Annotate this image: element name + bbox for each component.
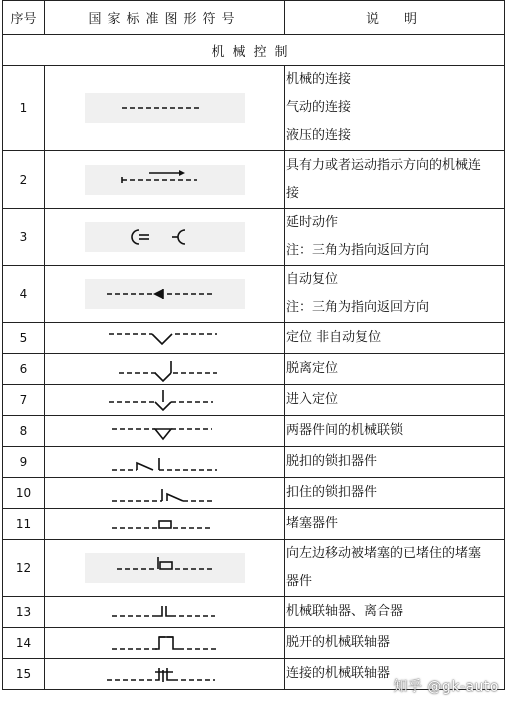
row-number: 7 xyxy=(3,385,45,416)
description-line: 液压的连接 xyxy=(286,128,352,143)
row-symbol xyxy=(45,597,285,628)
dashed-line-icon xyxy=(67,93,263,123)
row-number: 6 xyxy=(3,354,45,385)
section-title: 机械控制 xyxy=(3,35,505,66)
row-symbol xyxy=(45,266,285,323)
description-line: 机械的连接 xyxy=(286,72,352,87)
row-number: 5 xyxy=(3,323,45,354)
row-symbol xyxy=(45,354,285,385)
detent-release-icon xyxy=(67,357,263,382)
row-number: 13 xyxy=(3,597,45,628)
table-row xyxy=(3,266,505,323)
table-row xyxy=(3,151,505,209)
description-line: 扣住的锁扣器件 xyxy=(286,485,378,500)
description-line: 定位 非自动复位 xyxy=(286,330,382,345)
row-description xyxy=(285,478,505,509)
table-row xyxy=(3,447,505,478)
description-line: 具有力或者运动指示方向的机械连 xyxy=(286,157,482,173)
interlock-icon xyxy=(67,419,263,444)
row-symbol xyxy=(45,540,285,597)
row-symbol xyxy=(45,509,285,540)
row-number: 3 xyxy=(3,209,45,266)
description-line: 自动复位 xyxy=(286,272,339,287)
row-description xyxy=(285,354,505,385)
description-line: 连接的机械联轴器 xyxy=(286,666,391,681)
row-number: 1 xyxy=(3,66,45,151)
row-number: 8 xyxy=(3,416,45,447)
description-line: 气动的连接 xyxy=(286,100,352,115)
row-number: 15 xyxy=(3,659,45,690)
row-description xyxy=(285,209,505,266)
description-line: 向左边移动被堵塞的已堵住的堵塞 xyxy=(286,546,482,561)
row-symbol xyxy=(45,478,285,509)
table-row xyxy=(3,354,505,385)
header-desc: 说 明 xyxy=(285,1,505,35)
latch-engaged-icon xyxy=(67,481,263,506)
header-num: 序号 xyxy=(3,1,45,35)
row-description xyxy=(285,323,505,354)
table-row xyxy=(3,597,505,628)
row-symbol xyxy=(45,66,285,151)
description-line: 器件 xyxy=(286,574,313,589)
row-symbol xyxy=(45,659,285,690)
section-row xyxy=(3,35,505,66)
blocking-device-icon xyxy=(67,512,263,537)
table-row xyxy=(3,66,505,151)
coupling-released-icon xyxy=(67,631,263,656)
row-symbol xyxy=(45,151,285,209)
row-description xyxy=(285,266,505,323)
row-symbol xyxy=(45,447,285,478)
table-row xyxy=(3,509,505,540)
row-number: 4 xyxy=(3,266,45,323)
row-description xyxy=(285,447,505,478)
row-number: 11 xyxy=(3,509,45,540)
description-line: 延时动作 xyxy=(286,215,339,230)
row-number: 12 xyxy=(3,540,45,597)
delay-action-icon xyxy=(67,222,263,252)
row-symbol xyxy=(45,628,285,659)
description-line: 脱扣的锁扣器件 xyxy=(286,454,378,469)
row-description xyxy=(285,416,505,447)
watermark: 知乎 @gk-auto xyxy=(393,679,499,695)
row-description xyxy=(285,385,505,416)
row-number: 10 xyxy=(3,478,45,509)
row-symbol xyxy=(45,323,285,354)
row-number: 2 xyxy=(3,151,45,209)
row-description xyxy=(285,597,505,628)
description-line: 两器件间的机械联锁 xyxy=(286,423,404,438)
description-line: 接 xyxy=(286,185,300,201)
latch-released-icon xyxy=(67,450,263,475)
header-row xyxy=(3,1,505,35)
row-description xyxy=(285,66,505,151)
row-symbol xyxy=(45,416,285,447)
description-line: 注：三角为指向返回方向 xyxy=(286,243,430,258)
detent-icon xyxy=(67,326,263,351)
row-description xyxy=(285,509,505,540)
table-row xyxy=(3,416,505,447)
auto-reset-icon xyxy=(67,279,263,309)
description-line: 堵塞器件 xyxy=(286,516,339,531)
symbol-table xyxy=(2,0,505,690)
table-row xyxy=(3,385,505,416)
row-symbol xyxy=(45,385,285,416)
table-row xyxy=(3,628,505,659)
row-description xyxy=(285,540,505,597)
row-number: 9 xyxy=(3,447,45,478)
table-row xyxy=(3,540,505,597)
table-row xyxy=(3,478,505,509)
description-line: 脱离定位 xyxy=(286,361,339,376)
description-line: 机械联轴器、离合器 xyxy=(286,604,404,619)
description-line: 进入定位 xyxy=(286,392,339,407)
row-description xyxy=(285,628,505,659)
detent-engage-icon xyxy=(67,388,263,413)
description-line: 脱开的机械联轴器 xyxy=(286,635,391,650)
blocked-move-left-icon xyxy=(67,553,263,583)
coupling-icon xyxy=(67,600,263,625)
header-symbol: 国家标准图形符号 xyxy=(45,1,285,35)
row-description xyxy=(285,151,505,209)
arrow-line-icon xyxy=(67,165,263,195)
description-line: 注：三角为指向返回方向 xyxy=(286,300,430,315)
coupling-connected-icon xyxy=(67,662,263,687)
row-number: 14 xyxy=(3,628,45,659)
table-row xyxy=(3,323,505,354)
table-row xyxy=(3,209,505,266)
row-symbol xyxy=(45,209,285,266)
